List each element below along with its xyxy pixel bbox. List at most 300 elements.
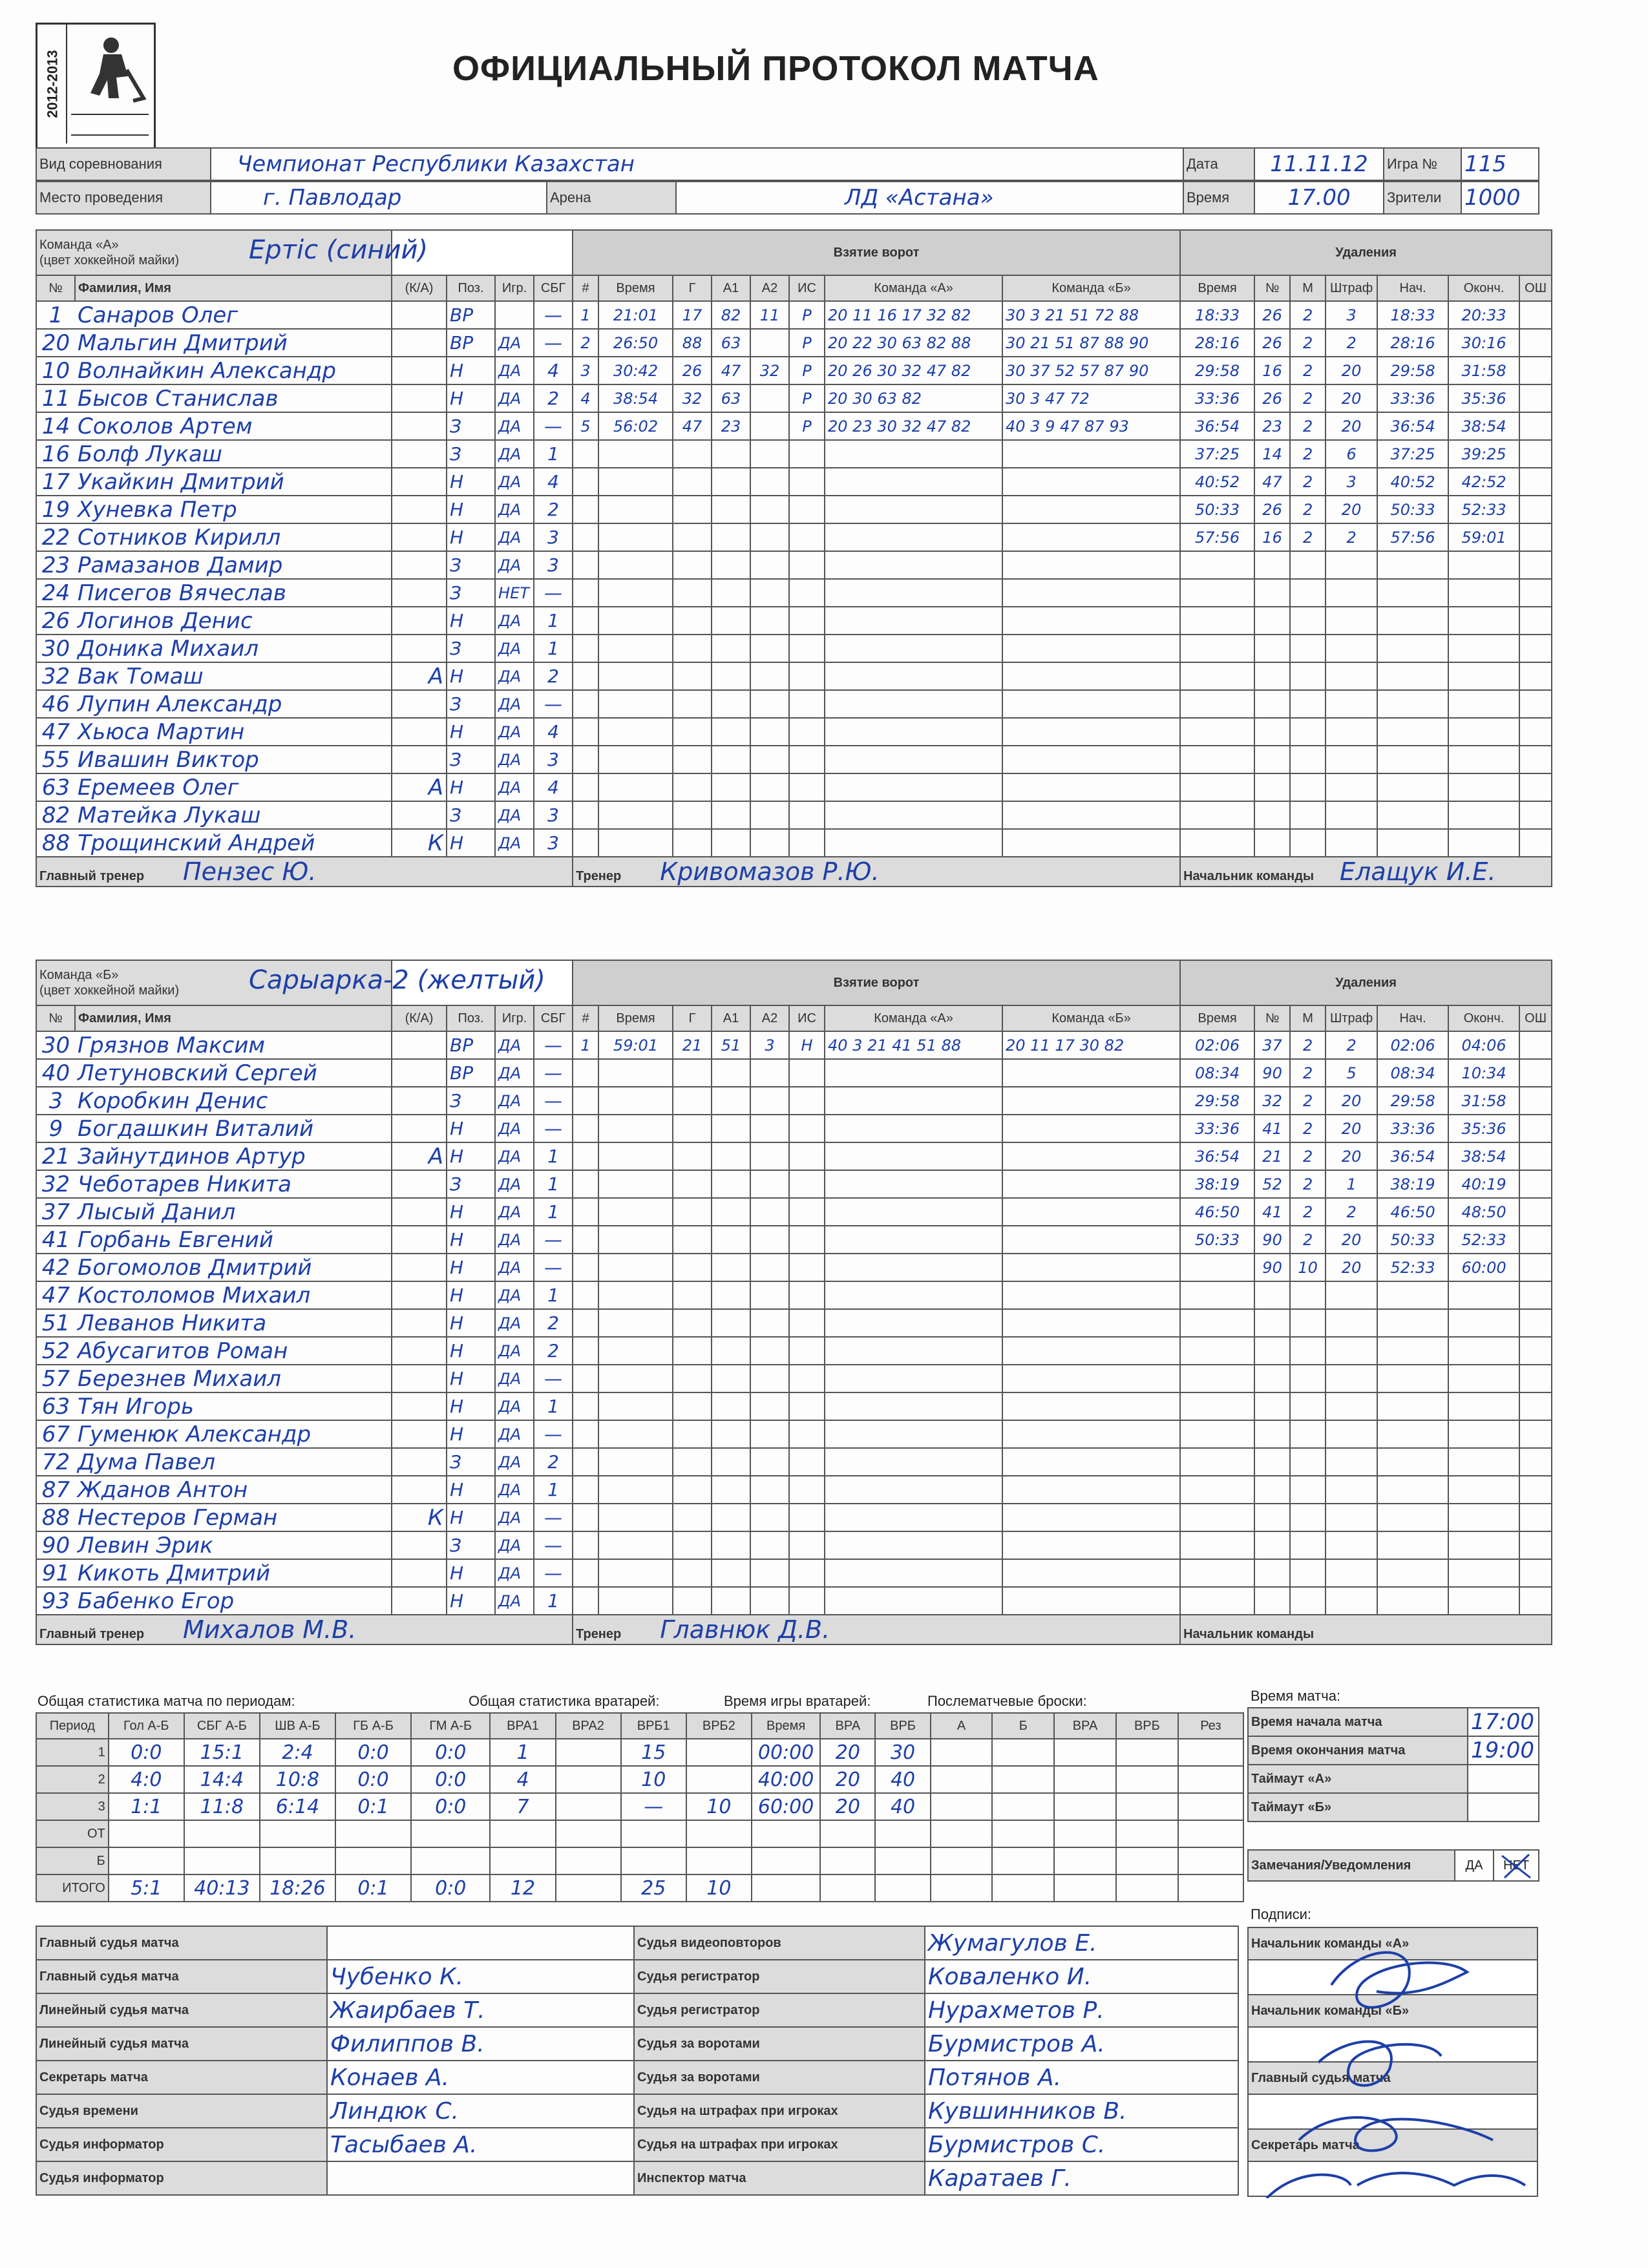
goal-n [573, 1420, 598, 1448]
goal-g [673, 718, 712, 746]
goal-time [598, 690, 673, 718]
goal-team-a [825, 440, 1002, 468]
goal-a2 [750, 1087, 789, 1115]
player-number: 91 [36, 1559, 75, 1587]
player-played: ДА [495, 746, 534, 773]
goal-team-a [825, 1448, 1002, 1476]
penalty-time: 38:19 [1180, 1170, 1254, 1198]
penalty-fine: 20 [1326, 412, 1377, 440]
goal-n: 1 [573, 301, 598, 329]
penalty-fine: 20 [1326, 1254, 1377, 1281]
shootout-cell [992, 1820, 1054, 1847]
player-position: Н [447, 1198, 495, 1226]
league-logo [36, 23, 156, 149]
goal-is [789, 523, 825, 551]
player-sbg: — [534, 1115, 573, 1142]
team-a-col-num: № [36, 275, 75, 301]
player-position: Н [447, 384, 495, 412]
penalty-start: 18:33 [1377, 301, 1448, 329]
goal-g [673, 523, 712, 551]
goal-g [673, 496, 712, 523]
penalty-num [1254, 1309, 1290, 1337]
goal-n [573, 440, 598, 468]
goal-g [673, 1198, 712, 1226]
penalty-m: 2 [1290, 1087, 1326, 1115]
player-sbg: — [534, 1531, 573, 1559]
penalty-fine: 1 [1326, 1170, 1377, 1198]
goal-a1 [712, 1170, 750, 1198]
officials-row [36, 1993, 1238, 2027]
penalty-osh [1519, 1142, 1552, 1170]
goal-team-b [1002, 523, 1180, 551]
stats-row [36, 1847, 1243, 1874]
penalty-num [1254, 607, 1290, 635]
stat-t: 60:00 [752, 1793, 820, 1820]
team-a-col-g-time: Время [598, 275, 673, 301]
goal-team-a [825, 1142, 1002, 1170]
penalty-end [1448, 607, 1519, 635]
penalty-end: 39:25 [1448, 440, 1519, 468]
penalty-end [1448, 1365, 1519, 1392]
penalty-m: 2 [1290, 1142, 1326, 1170]
goal-a1 [712, 690, 750, 718]
goalie-col-header: ВРБ2 [686, 1713, 752, 1739]
player-position: З [447, 746, 495, 773]
penalty-fine: 20 [1326, 384, 1377, 412]
penalty-time [1180, 551, 1254, 579]
player-played: ДА [495, 607, 534, 635]
team-b-col-p-m: М [1290, 1005, 1326, 1031]
player-name: Чеботарев Никита [75, 1170, 392, 1198]
goal-is [789, 1392, 825, 1420]
penalty-time [1180, 801, 1254, 829]
goal-a1: 63 [712, 384, 750, 412]
penalty-time: 36:54 [1180, 1142, 1254, 1170]
penalty-start: 33:36 [1377, 1115, 1448, 1142]
player-number: 41 [36, 1226, 75, 1254]
signatures-box [1247, 1927, 1538, 2197]
player-played: ДА [495, 1420, 534, 1448]
penalty-osh [1519, 1059, 1552, 1087]
player-sbg: 2 [534, 1448, 573, 1476]
player-ka [392, 1059, 447, 1087]
penalty-end: 04:06 [1448, 1031, 1519, 1059]
goal-team-b: 40 3 9 47 87 93 [1002, 412, 1180, 440]
penalty-osh [1519, 1587, 1552, 1615]
goal-a2 [750, 1226, 789, 1254]
player-played: ДА [495, 801, 534, 829]
goal-a2 [750, 468, 789, 496]
goal-a2 [750, 440, 789, 468]
penalty-start [1377, 1420, 1448, 1448]
player-ka [392, 329, 447, 357]
player-position: Н [447, 773, 495, 801]
goal-a1 [712, 829, 750, 857]
penalty-num: 14 [1254, 440, 1290, 468]
penalty-m [1290, 829, 1326, 857]
goal-time [598, 523, 673, 551]
goal-team-b [1002, 1337, 1180, 1365]
stat-t: 40:00 [752, 1766, 820, 1793]
player-position: Н [447, 468, 495, 496]
player-sbg: 2 [534, 496, 573, 523]
goal-team-a [825, 1059, 1002, 1087]
official-name: Каратаев Г. [925, 2161, 1238, 2195]
goal-team-a: 20 23 30 32 47 82 [825, 412, 1002, 440]
team-b-table-row [36, 1392, 1552, 1420]
goal-team-a [825, 1587, 1002, 1615]
official-name: Бурмистров С. [925, 2128, 1238, 2161]
team-a-table-row [36, 301, 1552, 329]
shootout-cell [1054, 1820, 1116, 1847]
official-name: Жаирбаев Т. [327, 1993, 634, 2027]
player-number: 9 [36, 1115, 75, 1142]
penalty-time: 08:34 [1180, 1059, 1254, 1087]
team-a-table-row [36, 662, 1552, 690]
penalty-end: 48:50 [1448, 1198, 1519, 1226]
goal-n [573, 1087, 598, 1115]
penalty-fine [1326, 1337, 1377, 1365]
shootout-cell [931, 1874, 993, 1902]
team-b-col-played: Игр. [495, 1005, 534, 1031]
player-played: ДА [495, 1226, 534, 1254]
player-number: 51 [36, 1309, 75, 1337]
penalty-num [1254, 690, 1290, 718]
player-sbg: 3 [534, 551, 573, 579]
goal-team-a: 20 30 63 82 [825, 384, 1002, 412]
official-role: Судья видеоповторов [634, 1926, 925, 1960]
goal-g: 26 [673, 357, 712, 384]
penalty-osh [1519, 1337, 1552, 1365]
game-label: Игра № [1384, 148, 1461, 180]
goal-n [573, 635, 598, 662]
penalty-end: 52:33 [1448, 1226, 1519, 1254]
team-a-col-g-a2: А2 [750, 275, 789, 301]
penalty-osh [1519, 718, 1552, 746]
penalty-num: 16 [1254, 523, 1290, 551]
goal-team-b [1002, 801, 1180, 829]
player-name: Вак Томаш [75, 662, 392, 690]
goal-g [673, 746, 712, 773]
player-ka [392, 551, 447, 579]
penalty-osh [1519, 1559, 1552, 1587]
goal-team-b: 30 37 52 57 87 90 [1002, 357, 1180, 384]
goal-time [598, 1587, 673, 1615]
goal-time [598, 1392, 673, 1420]
stat-vra1: 7 [490, 1793, 555, 1820]
official-role: Судья регистратор [634, 1993, 925, 2027]
team-a-table-row [36, 773, 1552, 801]
stat-sbg: 14:4 [184, 1766, 260, 1793]
goal-team-a [825, 1337, 1002, 1365]
shootout-col-header: Б [992, 1713, 1054, 1739]
player-number: 23 [36, 551, 75, 579]
penalty-start [1377, 1559, 1448, 1587]
player-played: НЕТ [495, 579, 534, 607]
goal-a1 [712, 1587, 750, 1615]
officials-row [36, 1960, 1238, 1993]
player-name: Коробкин Денис [75, 1087, 392, 1115]
player-position: Н [447, 1254, 495, 1281]
player-sbg: 3 [534, 746, 573, 773]
goal-team-a [825, 746, 1002, 773]
player-ka [392, 801, 447, 829]
player-name: Ивашин Виктор [75, 746, 392, 773]
signature-label: Начальник команды «А» [1248, 1927, 1537, 1960]
player-number: 87 [36, 1476, 75, 1504]
goal-g [673, 1448, 712, 1476]
penalty-num [1254, 1531, 1290, 1559]
goal-a1 [712, 1420, 750, 1448]
goal-team-b: 30 3 47 72 [1002, 384, 1180, 412]
penalty-start [1377, 1531, 1448, 1559]
penalty-start [1377, 801, 1448, 829]
team-b-table-row [36, 1115, 1552, 1142]
stats-row [36, 1766, 1243, 1793]
player-position: З [447, 579, 495, 607]
goal-g [673, 773, 712, 801]
goal-is [789, 1226, 825, 1254]
shootout-cell [1054, 1847, 1116, 1874]
penalty-fine [1326, 1476, 1377, 1504]
goal-a2 [750, 718, 789, 746]
goalie-stats-title: Общая статистика вратарей: [469, 1693, 660, 1709]
shootout-cell [1116, 1739, 1178, 1766]
shootout-title: Послематчевые броски: [927, 1693, 1087, 1709]
stat-vra2 [556, 1820, 621, 1847]
page-title: ОФИЦИАЛЬНЫЙ ПРОТОКОЛ МАТЧА [452, 49, 1099, 88]
shootout-cell [1178, 1874, 1243, 1902]
penalty-end: 60:00 [1448, 1254, 1519, 1281]
team-a-coach-row [573, 857, 1180, 887]
player-name: Логинов Денис [75, 607, 392, 635]
period-col-header: ГБ А-Б [335, 1713, 411, 1739]
team-a-table-row [36, 329, 1552, 357]
penalty-osh [1519, 1281, 1552, 1309]
goal-a2 [750, 412, 789, 440]
goal-g [673, 1087, 712, 1115]
player-played: ДА [495, 357, 534, 384]
officials-table [36, 1926, 1239, 2196]
player-played: ДА [495, 412, 534, 440]
goal-a1 [712, 1531, 750, 1559]
shootout-col-header: Рез [1178, 1713, 1243, 1739]
goal-a1 [712, 607, 750, 635]
penalty-osh [1519, 301, 1552, 329]
goal-g [673, 1170, 712, 1198]
goal-time [598, 551, 673, 579]
shootout-col-header: ВРБ [1116, 1713, 1178, 1739]
penalty-num: 41 [1254, 1115, 1290, 1142]
goal-a2 [750, 1392, 789, 1420]
team-b-col-g-a1: А1 [712, 1005, 750, 1031]
team-a-goals-header: Взятие ворот [573, 230, 1180, 275]
goal-a1: 51 [712, 1031, 750, 1059]
player-number: 42 [36, 1254, 75, 1281]
goal-is: Р [789, 357, 825, 384]
goal-g [673, 1059, 712, 1087]
player-ka [392, 384, 447, 412]
goal-a1 [712, 1448, 750, 1476]
team-b-table-row [36, 1476, 1552, 1504]
penalty-end [1448, 1476, 1519, 1504]
team-a-table-row [36, 468, 1552, 496]
player-sbg: — [534, 301, 573, 329]
stats-table [36, 1712, 1244, 1902]
team-b-table-row [36, 1559, 1552, 1587]
player-number: 24 [36, 579, 75, 607]
player-name: Тян Игорь [75, 1392, 392, 1420]
goal-g: 21 [673, 1031, 712, 1059]
player-played: ДА [495, 1254, 534, 1281]
goal-n [573, 523, 598, 551]
goal-a1 [712, 440, 750, 468]
stat-gb: 0:1 [335, 1793, 411, 1820]
penalty-time [1180, 1281, 1254, 1309]
player-position: Н [447, 1559, 495, 1587]
shootout-cell [992, 1766, 1054, 1793]
player-name: Левин Эрик [75, 1531, 392, 1559]
goal-n [573, 468, 598, 496]
team-a-col-p-num: № [1254, 275, 1290, 301]
goal-a2: 11 [750, 301, 789, 329]
player-played: ДА [495, 1587, 534, 1615]
date-label: Дата [1183, 148, 1254, 180]
goal-is: Р [789, 301, 825, 329]
player-position: Н [447, 1115, 495, 1142]
player-name: Гуменюк Александр [75, 1420, 392, 1448]
player-sbg: 2 [534, 662, 573, 690]
penalty-m: 2 [1290, 468, 1326, 496]
player-ka [392, 1365, 447, 1392]
goal-time [598, 440, 673, 468]
player-number: 17 [36, 468, 75, 496]
official-role: Судья на штрафах при игроках [634, 2094, 925, 2128]
stat-sbg: 40:13 [184, 1874, 260, 1902]
goal-is [789, 607, 825, 635]
penalty-osh [1519, 1476, 1552, 1504]
penalty-start: 29:58 [1377, 1087, 1448, 1115]
shootout-cell [992, 1847, 1054, 1874]
player-played: ДА [495, 690, 534, 718]
penalty-time [1180, 1559, 1254, 1587]
stat-gm: 0:0 [411, 1874, 490, 1902]
penalty-num [1254, 635, 1290, 662]
penalty-m: 2 [1290, 496, 1326, 523]
goal-a2 [750, 1281, 789, 1309]
penalty-m [1290, 1559, 1326, 1587]
penalty-start [1377, 1392, 1448, 1420]
team-a-head-coach-row [36, 857, 573, 887]
player-sbg: 1 [534, 1587, 573, 1615]
goal-team-a [825, 1365, 1002, 1392]
player-ka [392, 496, 447, 523]
goal-n [573, 1448, 598, 1476]
player-position: Н [447, 523, 495, 551]
player-name: Еремеев Олег [75, 773, 392, 801]
player-name: Рамазанов Дамир [75, 551, 392, 579]
goal-g [673, 440, 712, 468]
player-ka [392, 746, 447, 773]
head-coach-label: Главный тренер [39, 1627, 145, 1641]
penalty-time [1180, 829, 1254, 857]
goal-n [573, 1559, 598, 1587]
period-label: ИТОГО [36, 1874, 109, 1902]
stat-t: 00:00 [752, 1739, 820, 1766]
goal-time [598, 1142, 673, 1170]
penalty-fine [1326, 801, 1377, 829]
team-a-col-p-end: Оконч. [1448, 275, 1519, 301]
signatures-title: Подписи: [1251, 1906, 1312, 1922]
penalty-num [1254, 1420, 1290, 1448]
official-name: Бурмистров А. [925, 2027, 1238, 2061]
goalie-time-col-header: ВРА [820, 1713, 875, 1739]
goal-is [789, 746, 825, 773]
player-sbg: 3 [534, 801, 573, 829]
goalie-col-header: ВРБ1 [621, 1713, 686, 1739]
penalty-end: 52:33 [1448, 496, 1519, 523]
player-name: Бысов Станислав [75, 384, 392, 412]
goal-n [573, 579, 598, 607]
goal-team-a: 20 26 30 32 47 82 [825, 357, 1002, 384]
officials-row [36, 2027, 1238, 2061]
goal-a1 [712, 801, 750, 829]
team-b-col-sbg: СБГ [534, 1005, 573, 1031]
player-sbg: 4 [534, 468, 573, 496]
goal-a2 [750, 1420, 789, 1448]
remarks-box [1247, 1849, 1539, 1882]
penalty-m [1290, 1365, 1326, 1392]
penalty-osh [1519, 1365, 1552, 1392]
team-a-table-row [36, 357, 1552, 384]
goal-a1 [712, 1059, 750, 1087]
penalty-fine: 3 [1326, 468, 1377, 496]
team-a-col-p-start: Нач. [1377, 275, 1448, 301]
player-number: 82 [36, 801, 75, 829]
shootout-cell [1178, 1793, 1243, 1820]
player-name: Мальгин Дмитрий [75, 329, 392, 357]
player-played: ДА [495, 440, 534, 468]
penalty-fine [1326, 829, 1377, 857]
goal-team-b [1002, 1254, 1180, 1281]
player-name: Абусагитов Роман [75, 1337, 392, 1365]
team-b-col-g-num: # [573, 1005, 598, 1031]
goal-g [673, 1115, 712, 1142]
shootout-cell [1116, 1766, 1178, 1793]
penalty-osh [1519, 384, 1552, 412]
goal-n [573, 1142, 598, 1170]
goal-a1: 23 [712, 412, 750, 440]
goal-a1 [712, 1281, 750, 1309]
goal-time: 38:54 [598, 384, 673, 412]
team-b-table-row [36, 1309, 1552, 1337]
goal-g [673, 1365, 712, 1392]
penalty-osh [1519, 607, 1552, 635]
player-ka [392, 1587, 447, 1615]
player-number: 90 [36, 1531, 75, 1559]
player-ka: А [392, 662, 447, 690]
goal-is [789, 1059, 825, 1087]
player-name: Болф Лукаш [75, 440, 392, 468]
goal-n [573, 1254, 598, 1281]
player-played: ДА [495, 329, 534, 357]
penalty-start [1377, 829, 1448, 857]
penalty-osh [1519, 635, 1552, 662]
penalty-time [1180, 1587, 1254, 1615]
penalty-m [1290, 662, 1326, 690]
stat-gm: 0:0 [411, 1766, 490, 1793]
penalty-num: 26 [1254, 384, 1290, 412]
